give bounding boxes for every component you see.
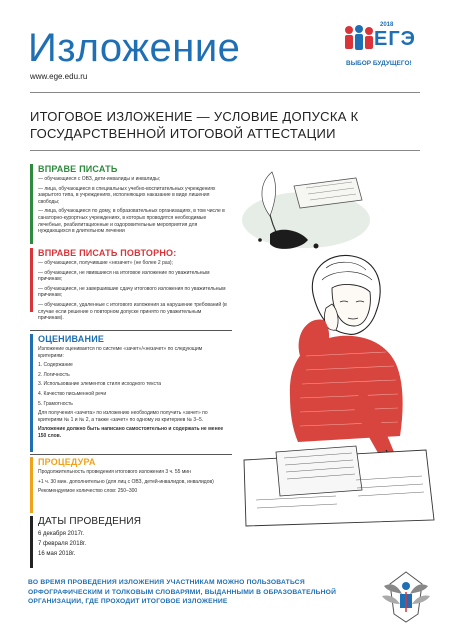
procedure-item: +1 ч. 30 мин. дополнительно (для лиц с ОВЗ, детей-инвалидов, инвалидов) bbox=[38, 478, 214, 485]
inkwell-quill-illustration bbox=[242, 172, 370, 249]
grading-note: Для получения «зачета» по изложению необходимо получить «зачет» по критериям № 1 и № 2, а также «зачет» по одному из критериев № 3–5. bbox=[38, 410, 208, 423]
section-grading bbox=[30, 334, 232, 452]
logo-slogan: ВЫБОР БУДУЩЕГО! bbox=[346, 60, 412, 67]
criterion-item: 5. Грамотность bbox=[38, 400, 73, 407]
date-item: 16 мая 2018г. bbox=[38, 551, 76, 557]
grading-intro: Изложение оценивается по системе «зачет»/«незачет» по следующим критериям: bbox=[38, 346, 203, 359]
list-item: — обучающиеся, не явившиеся на итоговое изложение по уважительным причинам; bbox=[38, 269, 210, 283]
list-item: — обучающиеся с ОВЗ, дети-инвалиды и инвалиды; bbox=[38, 176, 161, 182]
section-heading: ВПРАВЕ ПИСАТЬ ПОВТОРНО: bbox=[38, 248, 177, 258]
list-item: — обучающиеся, получившие «незачет» (не более 2 раз); bbox=[38, 260, 173, 266]
logo-name: ЕГЭ bbox=[374, 28, 416, 50]
section-dates bbox=[30, 516, 232, 568]
website-link[interactable]: www.ege.edu.ru bbox=[30, 72, 88, 81]
criterion-item: 3. Использование элементов стиля исходного текста bbox=[38, 381, 161, 388]
logo-year: 2018 bbox=[380, 22, 394, 28]
criterion-item: 4. Качество письменной речи bbox=[38, 390, 107, 397]
student-writing-illustration bbox=[236, 160, 436, 540]
list-item: — лица, обучающиеся по дому, в образовательных организациях, в том числе в санаторно-курортных учреждениях, в которых проводятся необходимые лечебные, реабилитационные и оздоровительные мероприятия для нуждающихся в длительном лечении bbox=[38, 208, 225, 235]
grading-requirement: Изложение должно быть написано самостоятельно и содержать не менее 150 слов. bbox=[38, 426, 224, 439]
list-item: — обучающиеся, удаленные с итогового изложения за нарушение требований (в случае если решение о повторном допуске принято по уважительным причинам). bbox=[38, 301, 227, 322]
section-accent-bar bbox=[30, 164, 33, 244]
desk-papers bbox=[244, 446, 434, 526]
section-heading: ВПРАВЕ ПИСАТЬ bbox=[38, 164, 118, 174]
divider bbox=[30, 330, 232, 331]
rosobrnadzor-emblem bbox=[378, 566, 434, 626]
date-item: 6 декабря 2017г. bbox=[38, 531, 85, 537]
section-right-to-write bbox=[30, 164, 232, 244]
list-item: — лица, обучающиеся в специальных учебно-воспитательных учреждениях закрытого типа, в учреждениях, исполняющих наказание в виде лишения свободы; bbox=[38, 185, 216, 205]
date-item: 7 февраля 2018г. bbox=[38, 541, 87, 547]
procedure-item: Продолжительность проведения итогового изложения 3 ч. 55 мин bbox=[38, 469, 191, 475]
footer-notice: ВО ВРЕМЯ ПРОВЕДЕНИЯ ИЗЛОЖЕНИЯ УЧАСТНИКАМ МОЖНО ПОЛЬЗОВАТЬСЯ ОРФОГРАФИЧЕСКИМ И ТОЛКОВЫМ СЛОВАРЯМИ, ВЫДАННЫМИ В ОБРАЗОВАТЕЛЬНОЙ ОРГАНИЗАЦИИ, ГДЕ ПРОХОДИТ ИТОГОВОЕ ИЗЛОЖЕНИЕ bbox=[28, 579, 337, 605]
section-heading: ДАТЫ ПРОВЕДЕНИЯ bbox=[38, 516, 142, 527]
people-icon bbox=[342, 24, 376, 60]
section-heading: ОЦЕНИВАНИЕ bbox=[38, 334, 105, 344]
list-item: — обучающиеся, не завершившие сдачу итогового изложения по уважительным причинам; bbox=[38, 285, 226, 299]
divider bbox=[30, 92, 420, 93]
section-heading: ПРОЦЕДУРА bbox=[38, 457, 96, 467]
criterion-item: 1. Содержание bbox=[38, 362, 73, 369]
section-accent-bar bbox=[30, 516, 33, 568]
section-accent-bar bbox=[30, 248, 33, 312]
procedure-item: Рекомендуемое количество слов: 250–300 bbox=[38, 488, 138, 495]
page-title: Изложение bbox=[28, 26, 241, 70]
section-procedure bbox=[30, 457, 232, 513]
section-accent-bar bbox=[30, 334, 33, 452]
divider bbox=[30, 150, 420, 151]
headline: ИТОГОВОЕ ИЗЛОЖЕНИЕ — УСЛОВИЕ ДОПУСКА К ГОСУДАРСТВЕННОЙ ИТОГОВОЙ АТТЕСТАЦИИ bbox=[30, 109, 359, 141]
section-right-to-rewrite bbox=[30, 248, 232, 322]
criterion-item: 2. Логичность bbox=[38, 371, 70, 378]
divider bbox=[30, 454, 232, 455]
ege-logo bbox=[342, 20, 434, 78]
section-accent-bar bbox=[30, 457, 33, 513]
